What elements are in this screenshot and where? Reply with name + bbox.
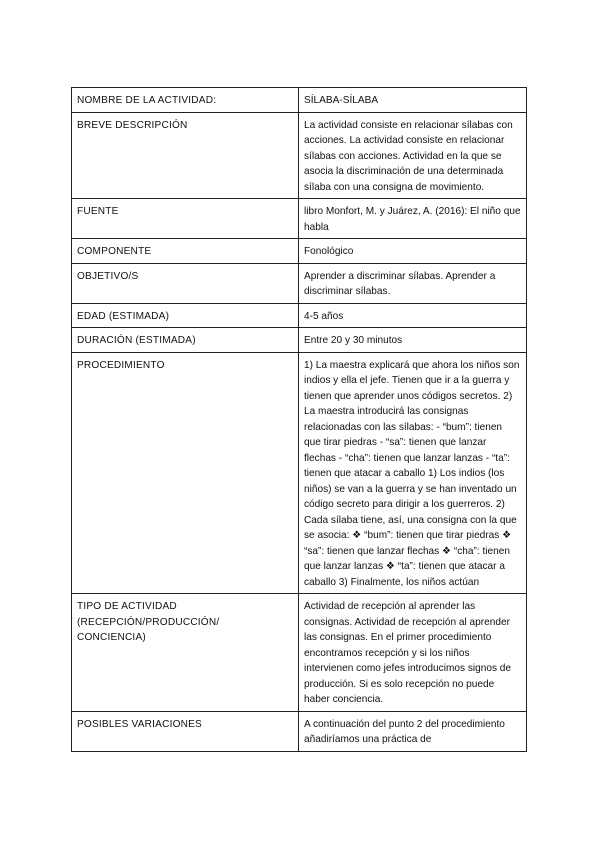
row-fuente xyxy=(72,199,527,239)
row-value: libro Monfort, M. y Juárez, A. (2016): El niño que habla xyxy=(299,199,527,239)
row-label: OBJETIVO/S xyxy=(72,263,299,303)
row-label: COMPONENTE xyxy=(72,239,299,264)
row-label: TIPO DE ACTIVIDAD (RECEPCIÓN/PRODUCCIÓN/ CONCIENCIA) xyxy=(72,594,299,712)
row-label: BREVE DESCRIPCIÓN xyxy=(72,112,299,199)
row-value: Actividad de recepción al aprender las consignas. Actividad de recepción al aprender las consignas. En el primer procedimiento encontramos recepción y si los niños intervienen como jefes introducimos signos de producción. Si es solo recepción no puede haber conciencia. xyxy=(299,594,527,712)
row-value: A continuación del punto 2 del procedimiento añadiríamos una práctica de xyxy=(299,711,527,751)
row-label: FUENTE xyxy=(72,199,299,239)
row-nombre xyxy=(72,88,527,113)
row-procedimiento xyxy=(72,352,527,594)
row-duracion xyxy=(72,328,527,353)
row-label: PROCEDIMIENTO xyxy=(72,352,299,594)
row-value: SÍLABA-SÍLABA xyxy=(299,88,527,113)
row-descripcion xyxy=(72,112,527,199)
activity-table xyxy=(71,87,527,752)
row-label: POSIBLES VARIACIONES xyxy=(72,711,299,751)
row-value: 4-5 años xyxy=(299,303,527,328)
row-label: NOMBRE DE LA ACTIVIDAD: xyxy=(72,88,299,113)
row-value: Entre 20 y 30 minutos xyxy=(299,328,527,353)
row-value: Aprender a discriminar sílabas. Aprender a discriminar sílabas. xyxy=(299,263,527,303)
row-objetivos xyxy=(72,263,527,303)
row-value: La actividad consiste en relacionar sílabas con acciones. La actividad consiste en relacionar sílabas con acciones. Actividad en la que se asocia la discriminación de una determinada sílaba con una consigna de movimiento. xyxy=(299,112,527,199)
row-value: Fonológico xyxy=(299,239,527,264)
row-edad xyxy=(72,303,527,328)
row-tipo-actividad xyxy=(72,594,527,712)
row-value: 1) La maestra explicará que ahora los niños son indios y ella el jefe. Tienen que ir a la guerra y tienen que aprender unos códigos secretos. 2) La maestra introducirá las consignas relacionadas con las sílabas: - “bum”: tienen que tirar piedras - “sa”: tienen que lanzar flechas - “cha”: tienen que lanzar lanzas - “ta”: tienen que atacar a caballo 1) Los indios (los niños) se van a la guerra y se han inventado un código secreto para dirigir a los guerreros. 2) Cada sílaba tiene, así, una consigna con la que se asocia: ❖ “bum”: tienen que tirar piedras ❖ “sa”: tienen que lanzar flechas ❖ “cha”: tienen que lanzar lanzas ❖ “ta”: tienen que atacar a caballo 3) Finalmente, los niños actúan xyxy=(299,352,527,594)
row-label: DURACIÓN (ESTIMADA) xyxy=(72,328,299,353)
row-variaciones xyxy=(72,711,527,751)
row-label: EDAD (ESTIMADA) xyxy=(72,303,299,328)
row-componente xyxy=(72,239,527,264)
